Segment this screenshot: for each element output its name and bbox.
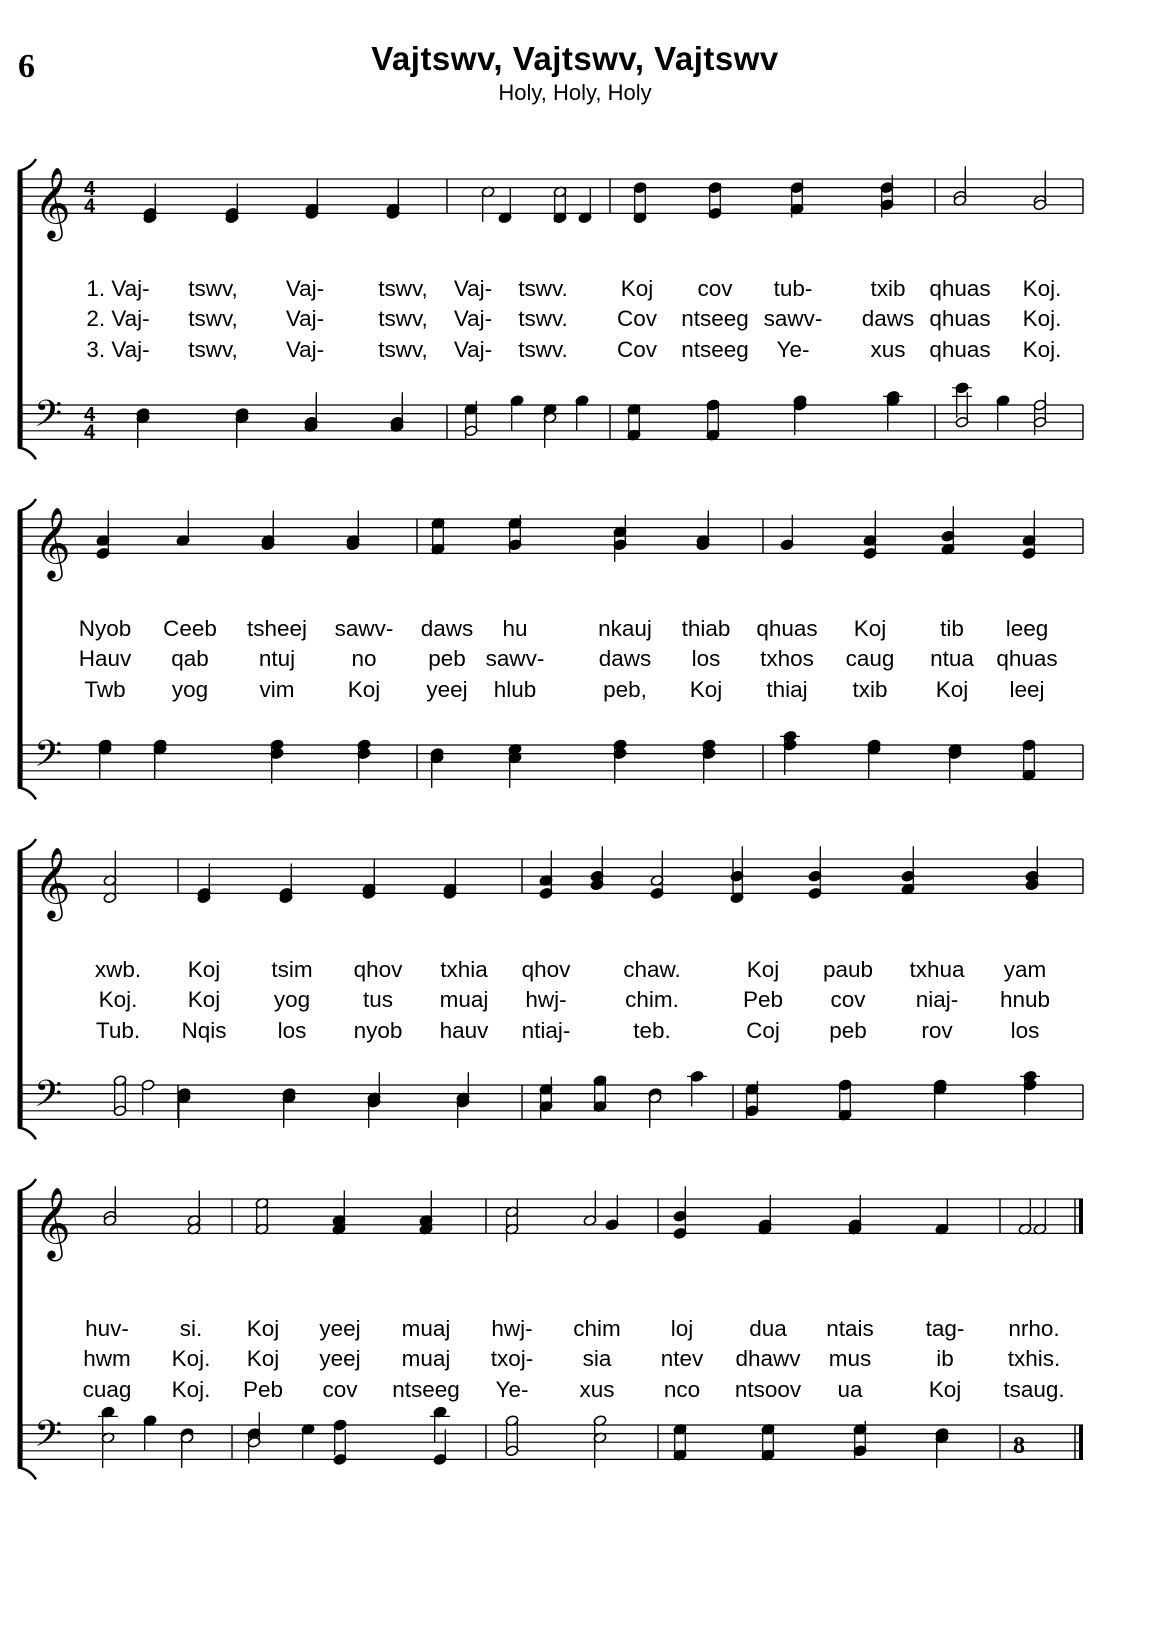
lyric-syllable: vim — [259, 677, 295, 702]
lyric-syllable: si. — [179, 1316, 203, 1341]
lyric-syllable: daws — [420, 616, 474, 641]
lyric-syllable: yeej — [319, 1346, 361, 1371]
lyric-syllable: daws — [598, 646, 652, 671]
lyric-syllable: tsheej — [246, 616, 308, 641]
lyric-syllable: Koj — [246, 1316, 280, 1341]
lyric-syllable: 3. Vaj- — [86, 337, 150, 362]
lyric-syllable: peb, — [603, 677, 647, 702]
lyric-syllable: Cov — [616, 337, 658, 362]
lyric-syllable: los — [277, 1018, 307, 1043]
lyric-syllable: Hauv — [78, 646, 132, 671]
lyric-syllable: dua — [749, 1316, 787, 1341]
lyric-syllable: qhuas — [996, 646, 1058, 671]
lyric-syllable: ntseeg — [681, 306, 749, 331]
lyric-syllable: Vaj- — [453, 306, 493, 331]
lyric-syllable: ntsoov — [734, 1377, 802, 1402]
lyric-syllable: yog — [273, 987, 311, 1012]
lyric-syllable: hwm — [83, 1346, 131, 1371]
lyric-syllable: chim — [573, 1316, 621, 1341]
lyric-syllable: 2. Vaj- — [86, 306, 150, 331]
lyric-syllable: yeej — [319, 1316, 361, 1341]
lyric-syllable: yog — [171, 677, 209, 702]
lyric-syllable: muaj — [439, 987, 489, 1012]
lyric-line-verse-2 — [0, 1346, 1150, 1372]
lyric-syllable: qhuas — [929, 306, 991, 331]
lyric-syllable: Koj. — [1022, 276, 1062, 301]
lyric-syllable: ntua — [930, 646, 974, 671]
lyric-syllable: no — [351, 646, 377, 671]
time-signature-top: 4 — [84, 178, 96, 201]
lyric-syllable: 1. Vaj- — [86, 276, 150, 301]
lyric-syllable: Ceeb — [163, 616, 217, 641]
lyric-syllable: Nqis — [181, 1018, 227, 1043]
lyric-syllable: nkauj — [598, 616, 652, 641]
lyric-syllable: tsim — [271, 957, 313, 982]
lyric-syllable: rov — [921, 1018, 953, 1043]
time-signature-bottom: 4 — [84, 421, 96, 444]
lyric-syllable: qhov — [521, 957, 571, 982]
lyric-syllable: xus — [870, 337, 906, 362]
lyric-syllable: sawv- — [485, 646, 545, 671]
lyric-syllable: tub- — [773, 276, 813, 301]
lyric-syllable: xus — [579, 1377, 615, 1402]
treble-clef-icon: 𝄞 — [34, 505, 71, 579]
lyric-syllable: qab — [171, 646, 209, 671]
lyric-syllable: Nyob — [78, 616, 132, 641]
treble-clef-icon: 𝄞 — [34, 845, 71, 919]
lyric-syllable: Koj — [928, 1377, 962, 1402]
lyric-syllable: cov — [697, 276, 733, 301]
lyric-syllable: Koj — [187, 957, 221, 982]
lyric-syllable: hnub — [999, 987, 1051, 1012]
lyric-syllable: tswv, — [188, 306, 238, 331]
lyric-syllable: caug — [845, 646, 895, 671]
lyric-syllable: ua — [837, 1377, 863, 1402]
lyric-syllable: dhawv — [735, 1346, 801, 1371]
lyric-line-verse-3 — [0, 1377, 1150, 1403]
lyric-syllable: txoj- — [490, 1346, 534, 1371]
lyric-syllable: hwj- — [491, 1316, 533, 1341]
lyric-syllable: thiab — [681, 616, 731, 641]
lyric-syllable: Vaj- — [453, 276, 493, 301]
lyric-syllable: daws — [861, 306, 915, 331]
lyric-syllable: Cov — [616, 306, 658, 331]
lyric-syllable: Peb — [742, 987, 784, 1012]
lyric-syllable: sawv- — [763, 306, 823, 331]
lyric-syllable: ntiaj- — [521, 1018, 571, 1043]
lyric-syllable: yam — [1003, 957, 1047, 982]
lyric-syllable: sia — [582, 1346, 612, 1371]
lyric-syllable: ntseeg — [681, 337, 749, 362]
lyric-syllable: chaw. — [623, 957, 681, 982]
lyric-syllable: txib — [852, 677, 888, 702]
bass-figure: 8 — [1013, 1432, 1025, 1459]
lyric-syllable: tswv, — [378, 337, 428, 362]
lyric-syllable: los — [1010, 1018, 1040, 1043]
lyric-syllable: qhuas — [929, 276, 991, 301]
lyric-syllable: tswv. — [518, 337, 568, 362]
lyric-syllable: los — [691, 646, 721, 671]
lyric-syllable: leeg — [1005, 616, 1049, 641]
lyric-syllable: Coj — [746, 1018, 780, 1043]
lyric-syllable: txhis. — [1007, 1346, 1061, 1371]
bass-staff — [22, 1406, 1083, 1468]
lyric-syllable: txhos — [760, 646, 814, 671]
lyric-syllable: tib — [940, 616, 964, 641]
lyric-syllable: tswv. — [518, 276, 568, 301]
lyric-syllable: Koj. — [98, 987, 138, 1012]
lyric-syllable: ntev — [660, 1346, 704, 1371]
lyric-syllable: Koj — [689, 677, 723, 702]
lyric-syllable: Tub. — [95, 1018, 141, 1043]
lyric-syllable: loj — [670, 1316, 694, 1341]
hymn-number: 6 — [18, 48, 35, 85]
lyric-syllable: Vaj- — [453, 337, 493, 362]
lyric-syllable: teb. — [633, 1018, 671, 1043]
lyric-syllable: ntuj — [258, 646, 296, 671]
time-signature-bottom: 4 — [84, 195, 96, 218]
lyric-syllable: qhuas — [756, 616, 818, 641]
lyric-syllable: nyob — [353, 1018, 403, 1043]
lyric-syllable: Koj. — [1022, 337, 1062, 362]
lyric-syllable: ib — [936, 1346, 954, 1371]
lyric-syllable: hu — [502, 616, 528, 641]
lyric-syllable: nco — [663, 1377, 701, 1402]
bass-clef-icon: 𝄢 — [34, 1072, 63, 1124]
hymn-subtitle: Holy, Holy, Holy — [498, 80, 652, 105]
lyric-syllable: ntais — [826, 1316, 874, 1341]
lyric-syllable: qhov — [353, 957, 403, 982]
lyric-syllable: Vaj- — [285, 337, 325, 362]
lyric-syllable: nrho. — [1008, 1316, 1060, 1341]
lyric-syllable: Koj. — [171, 1346, 211, 1371]
lyric-syllable: Koj — [853, 616, 887, 641]
lyric-syllable: cov — [830, 987, 866, 1012]
lyric-syllable: Koj — [935, 677, 969, 702]
lyric-syllable: Ye- — [776, 337, 810, 362]
lyric-syllable: Vaj- — [285, 276, 325, 301]
treble-staff — [22, 1185, 1083, 1261]
lyric-syllable: Koj — [620, 276, 654, 301]
lyric-syllable: Koj — [347, 677, 381, 702]
treble-clef-icon: 𝄞 — [34, 1185, 71, 1259]
lyric-syllable: sawv- — [334, 616, 394, 641]
bracket-bottom-hook — [18, 1467, 36, 1479]
lyric-syllable: txhia — [440, 957, 488, 982]
lyric-syllable: Koj. — [171, 1377, 211, 1402]
lyric-syllable: tswv, — [378, 306, 428, 331]
lyric-syllable: peb — [829, 1018, 867, 1043]
lyric-syllable: chim. — [625, 987, 679, 1012]
lyric-syllable: muaj — [401, 1316, 451, 1341]
lyric-syllable: hauv — [439, 1018, 489, 1043]
bass-clef-icon: 𝄢 — [34, 732, 63, 784]
lyric-syllable: ntseeg — [392, 1377, 460, 1402]
lyric-syllable: tus — [362, 987, 394, 1012]
lyric-syllable: Koj — [187, 987, 221, 1012]
lyric-syllable: tswv, — [188, 276, 238, 301]
lyric-syllable: Twb — [84, 677, 126, 702]
lyric-syllable: muaj — [401, 1346, 451, 1371]
lyric-syllable: Koj. — [1022, 306, 1062, 331]
lyric-syllable: cuag — [82, 1377, 132, 1402]
lyric-syllable: tswv, — [188, 337, 238, 362]
lyric-syllable: xwb. — [94, 957, 142, 982]
lyric-syllable: yeej — [426, 677, 468, 702]
treble-clef-icon: 𝄞 — [34, 165, 71, 239]
lyric-syllable: leej — [1009, 677, 1045, 702]
lyric-syllable: Peb — [242, 1377, 284, 1402]
lyric-syllable: niaj- — [915, 987, 959, 1012]
lyric-syllable: cov — [322, 1377, 358, 1402]
lyric-syllable: paub — [822, 957, 874, 982]
lyric-syllable: Koj — [246, 1346, 280, 1371]
time-signature-top: 4 — [84, 404, 96, 427]
bass-clef-icon: 𝄢 — [34, 1412, 63, 1464]
lyric-syllable: mus — [828, 1346, 872, 1371]
lyric-syllable: thiaj — [766, 677, 808, 702]
lyric-syllable: huv- — [85, 1316, 129, 1341]
lyric-syllable: hlub — [493, 677, 537, 702]
lyric-syllable: Koj — [746, 957, 780, 982]
lyric-syllable: tswv, — [378, 276, 428, 301]
lyric-syllable: txhua — [909, 957, 965, 982]
lyric-syllable: txib — [870, 276, 906, 301]
lyric-syllable: hwj- — [525, 987, 567, 1012]
hymn-title: Vajtswv, Vajtswv, Vajtswv — [371, 40, 779, 77]
lyric-syllable: peb — [428, 646, 466, 671]
bass-clef-icon: 𝄢 — [34, 392, 63, 444]
lyric-syllable: qhuas — [929, 337, 991, 362]
lyric-syllable: Vaj- — [285, 306, 325, 331]
lyric-syllable: tswv. — [518, 306, 568, 331]
lyric-syllable: Ye- — [495, 1377, 529, 1402]
lyric-syllable: tsaug. — [1003, 1377, 1065, 1402]
lyric-line-verse-1 — [0, 1316, 1150, 1342]
lyric-syllable: tag- — [925, 1316, 965, 1341]
